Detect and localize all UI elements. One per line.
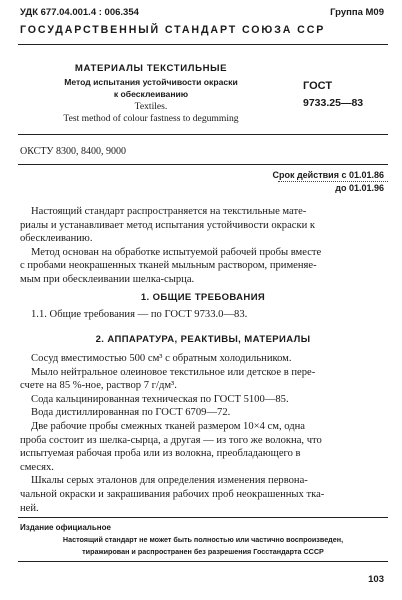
gost-label: ГОСТ	[303, 80, 333, 92]
title-ru-sub1: Метод испытания устойчивости окраски	[64, 77, 238, 87]
intro-line: мым при обесклеивании шелка-сырца.	[20, 273, 195, 285]
validity-underline	[278, 181, 388, 182]
state-standard-heading: ГОСУДАРСТВЕННЫЙ СТАНДАРТ СОЮЗА ССР	[20, 24, 326, 36]
section2-line: счете на 85 %-ное, раствор 7 г/дм³.	[20, 380, 177, 392]
section2-line: Сосуд вместимостью 500 см³ с обратным холодильником.	[31, 353, 292, 364]
title-divider	[18, 134, 388, 135]
section2-line: Мыло нейтральное олеиновое текстильное или детское в пере-	[31, 366, 316, 378]
copyright-line-2: тиражирован и распространен без разрешения Госстандарта СССР	[82, 547, 324, 556]
section2-line: смесях.	[20, 461, 54, 473]
header-divider	[18, 44, 388, 45]
section2-line: Две рабочие пробы смежных тканей размером 10×4 см, одна	[31, 420, 306, 432]
section1-text: 1.1. Общие требования — по ГОСТ 9733.0—83.	[31, 309, 248, 320]
title-ru-main: МАТЕРИАЛЫ ТЕКСТИЛЬНЫЕ	[74, 63, 228, 74]
group-code: Группа М09	[330, 7, 384, 18]
okstu-code: ОКСТУ 8300, 8400, 9000	[20, 146, 127, 157]
section2-line: проба состоит из шелка-сырца, а другая — из того же волокна, что	[20, 434, 322, 446]
intro-paragraph	[20, 205, 386, 287]
validity-from: Срок действия с 01.01.86	[272, 170, 384, 180]
udk-code: УДК 677.04.001.4 : 006.354	[20, 7, 139, 18]
section2-line: ней.	[20, 502, 39, 514]
intro-line: обесклеиванию.	[20, 233, 93, 245]
section2-heading: 2. АППАРАТУРА, РЕАКТИВЫ, МАТЕРИАЛЫ	[95, 334, 311, 345]
okstu-divider	[18, 164, 388, 165]
section2-line: Шкалы серых эталонов для определения изменения первона-	[31, 475, 308, 487]
section2-line: Вода дистиллированная по ГОСТ 6709—72.	[31, 407, 231, 419]
intro-line: Метод основан на обработке испытуемой рабочей пробы вместе	[31, 246, 322, 258]
section2-body	[20, 352, 386, 515]
section2-line: Сода кальцинированная техническая по ГОСТ 5100—85.	[31, 393, 289, 405]
footer-divider	[18, 517, 388, 518]
section2-line: испытуемая рабочая проба или из волокна, преобладающего в	[20, 448, 301, 460]
intro-line: Настоящий стандарт распространяется на текстильные мате-	[31, 206, 307, 217]
page-number: 103	[368, 574, 384, 585]
intro-line: риалы и устанавливает метод испытания устойчивости окраски к	[20, 219, 316, 231]
title-en-main: Textiles.	[134, 101, 168, 112]
validity-to: до 01.01.96	[335, 183, 384, 193]
gost-number: 9733.25—83	[303, 97, 364, 109]
section1-heading: 1. ОБЩИЕ ТРЕБОВАНИЯ	[140, 292, 266, 303]
footer-bottom-divider	[18, 561, 388, 562]
intro-line: с пробами неокрашенных тканей мыльным раствором, применяе-	[20, 260, 317, 272]
copyright-line-1: Настоящий стандарт не может быть полностью или частично воспроизведен,	[62, 535, 344, 544]
title-ru-sub2: к обесклеиванию	[113, 89, 189, 99]
edition-label: Издание официальное	[20, 523, 111, 532]
section2-line: чальной окраски и закрашивания рабочих проб неокрашенных тка-	[20, 488, 325, 500]
title-en-sub: Test method of colour fastness to degumming	[63, 113, 239, 124]
